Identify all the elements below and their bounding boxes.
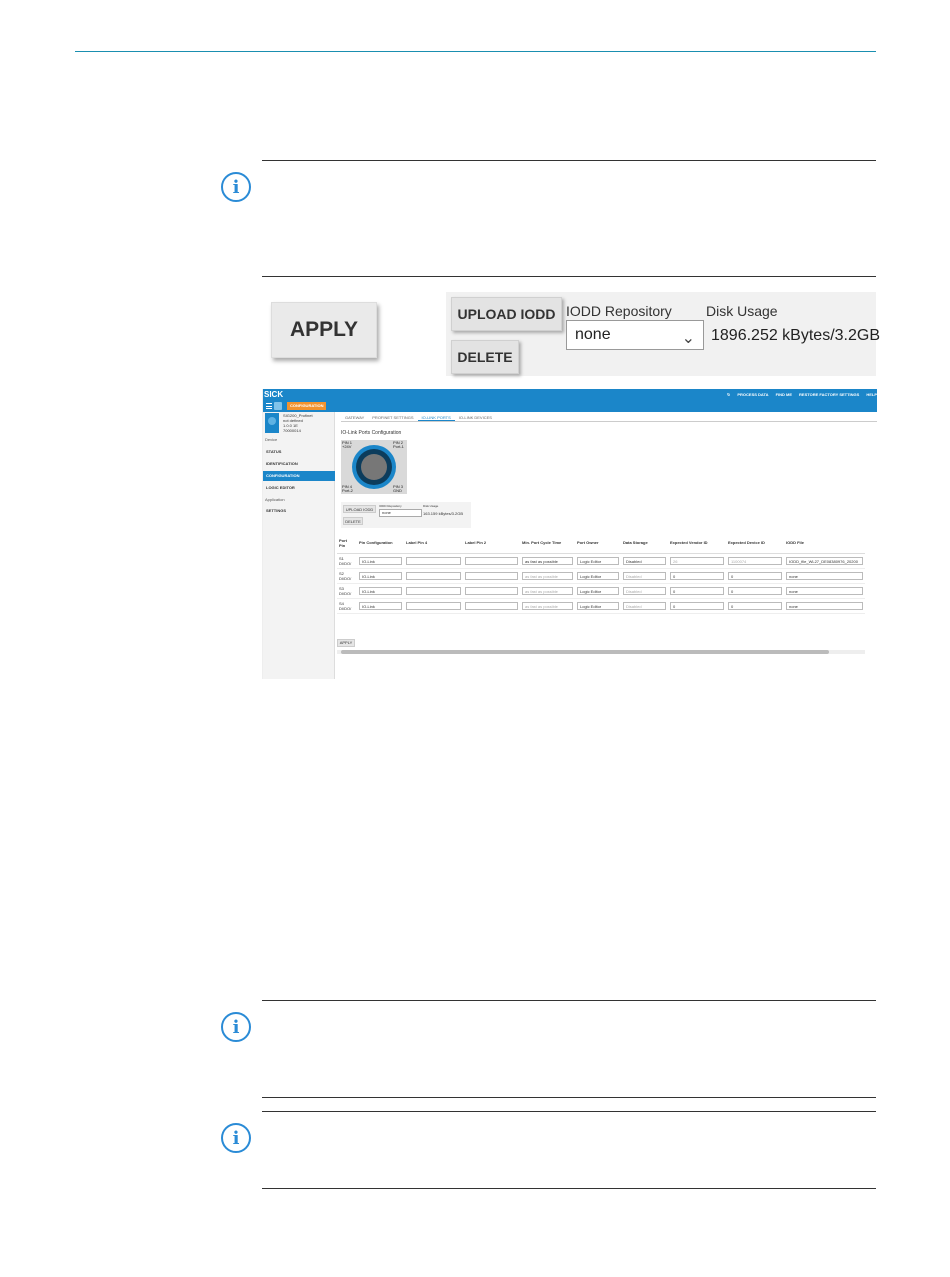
sidebar-item-status[interactable]: STATUS (266, 449, 282, 454)
device-image (265, 413, 279, 433)
note-rule-top-2 (262, 1000, 876, 1001)
tab-io-link-ports[interactable]: IO-LINK PORTS (418, 414, 455, 421)
vendor-id-input[interactable]: 0 (670, 587, 724, 595)
label-pin4-input[interactable] (406, 602, 461, 610)
info-icon: i (221, 172, 251, 202)
port-cell: S3 DI/DO/ (337, 583, 357, 598)
sick-logo: SICK (264, 390, 284, 399)
tab-io-link-devices[interactable]: IO-LINK DEVICES (458, 415, 492, 420)
label-pin4-input[interactable] (406, 572, 461, 580)
note-rule-top-3 (262, 1111, 876, 1112)
table-row (337, 598, 865, 613)
connector-diagram (341, 440, 407, 494)
tab-bar (341, 414, 877, 422)
delete-button[interactable]: DELETE (451, 340, 519, 374)
iodd-repository-label: IODD Repository (566, 303, 672, 319)
device-id-input[interactable]: 0 (728, 572, 782, 580)
table-header-row (337, 533, 865, 553)
table-row (337, 568, 865, 583)
iodd-repository-value: none (575, 326, 611, 343)
sidebar-section-application: Application (265, 497, 285, 502)
chevron-down-icon: ⌄ (681, 330, 695, 347)
disk-usage-label: Disk Usage (706, 303, 778, 319)
info-icon: i (221, 1012, 251, 1042)
data-storage-select[interactable]: Disabled (623, 587, 666, 595)
col-pin-configuration: Pin Configuration (357, 533, 404, 553)
label-pin2-input[interactable] (465, 557, 518, 565)
iodd-repository-label-small: IODD Repository (379, 504, 402, 508)
note-rule-bottom-2 (262, 1097, 876, 1098)
vendor-id-input[interactable]: 26 (670, 557, 724, 565)
port-owner-select[interactable]: Logic Editor (577, 587, 619, 595)
disk-usage-label-small: Disk Usage (423, 504, 439, 508)
breadcrumb[interactable]: CONFIGURATION (287, 402, 326, 410)
pin3-label: PIN 3 GND (393, 484, 404, 493)
pin-config-select[interactable]: IO-Link (359, 587, 402, 595)
pin2-label: PIN 2 Port-1 (393, 440, 404, 449)
iodd-file-select[interactable]: IODD_file_WL27_DE08380976_20200 (786, 557, 863, 565)
port-cell: S4 DI/DO/ (337, 598, 357, 613)
apply-button[interactable]: APPLY (271, 302, 377, 358)
cycle-time-select[interactable]: as fast as possible (522, 587, 573, 595)
sidebar-item-identification[interactable]: IDENTIFICATION (266, 461, 298, 466)
top-bar (263, 389, 877, 400)
table-row (337, 583, 865, 598)
port-owner-select[interactable]: Logic Editor (577, 602, 619, 610)
col-port-owner: Port Owner (575, 533, 621, 553)
section-title: IO-Link Ports Configuration (341, 430, 402, 436)
device-id-input[interactable]: 0 (728, 587, 782, 595)
port-cell: S1 DI/DO/ (337, 553, 357, 568)
pin-config-select[interactable]: IO-Link (359, 572, 402, 580)
device-name: SIG200_Profinet (283, 413, 313, 418)
sidebar (263, 412, 335, 679)
iodd-repository-select[interactable] (566, 320, 704, 350)
label-pin4-input[interactable] (406, 557, 461, 565)
col-iodd-file: IODD File (784, 533, 865, 553)
device-serial: 70000014 (283, 428, 301, 433)
sidebar-section-device: Device (265, 437, 278, 442)
device-info (283, 413, 313, 433)
horizontal-scrollbar[interactable] (337, 650, 865, 654)
menu-icon[interactable] (266, 403, 272, 409)
tab-gateway[interactable]: GATEWAY (345, 415, 365, 420)
device-id-input[interactable]: 0 (728, 602, 782, 610)
toolbar-restore-factory[interactable]: RESTORE FACTORY SETTINGS (799, 392, 860, 397)
label-pin2-input[interactable] (465, 572, 518, 580)
pin4-label: PIN 4 Port-2 (342, 484, 353, 493)
sidebar-item-configuration[interactable]: CONFIGURATION (263, 471, 335, 481)
note-rule-bottom-3 (262, 1188, 876, 1189)
iodd-file-select[interactable]: none (786, 587, 863, 595)
vendor-id-input[interactable]: 0 (670, 572, 724, 580)
info-icon: i (221, 1123, 251, 1153)
label-pin2-input[interactable] (465, 587, 518, 595)
cycle-time-select[interactable]: as fast as possible (522, 602, 573, 610)
note-rule-top-1 (262, 160, 876, 161)
col-label-pin4: Label Pin 4 (404, 533, 463, 553)
cycle-time-select[interactable]: as fast as possible (522, 557, 573, 565)
pin-config-select[interactable]: IO-Link (359, 602, 402, 610)
device-location: not defined (283, 418, 303, 423)
home-icon[interactable] (274, 402, 282, 410)
data-storage-select[interactable]: Disabled (623, 602, 666, 610)
vendor-id-input[interactable]: 0 (670, 602, 724, 610)
iodd-controls (341, 502, 471, 528)
iodd-repository-select-small[interactable] (379, 509, 422, 517)
tab-profinet-settings[interactable]: PROFINET SETTINGS (372, 415, 414, 420)
device-version: 1.0.0 1E (283, 423, 298, 428)
scrollbar-thumb[interactable] (341, 650, 829, 654)
col-label-pin2: Label Pin 2 (463, 533, 520, 553)
device-id-input[interactable]: 1100074 (728, 557, 782, 565)
pin-config-select[interactable]: IO-Link (359, 557, 402, 565)
col-data-storage: Data Storage (621, 533, 668, 553)
main-content (337, 412, 877, 679)
disk-usage-value: 1896.252 kBytes/3.2GB (711, 327, 880, 344)
upload-iodd-button-small[interactable]: UPLOAD IODD (343, 505, 376, 513)
upload-iodd-button[interactable]: UPLOAD IODD (451, 297, 562, 331)
sidebar-item-settings[interactable]: SETTINGS (266, 508, 287, 513)
port-cell: S2 DI/DO/ (337, 568, 357, 583)
ports-table (337, 533, 865, 614)
delete-button-small[interactable]: DELETE (343, 517, 363, 525)
port-owner-select[interactable]: Logic Editor (577, 557, 619, 565)
toolbar-find-me[interactable]: FIND ME (775, 392, 793, 397)
iodd-repository-value-small: none (382, 510, 391, 515)
toolbar-process-data[interactable]: PROCESS DATA (737, 392, 769, 397)
data-storage-select[interactable]: Disabled (623, 572, 666, 580)
apply-button-small[interactable]: APPLY (337, 639, 355, 647)
cycle-time-select[interactable]: as fast as possible (522, 572, 573, 580)
col-expected-device-id: Expected Device ID (726, 533, 784, 553)
label-pin2-input[interactable] (465, 602, 518, 610)
col-port-pin: Port Pin (337, 533, 357, 553)
port-owner-select[interactable]: Logic Editor (577, 572, 619, 580)
connector-pins (361, 454, 387, 480)
toolbar-help[interactable]: HELP (866, 392, 877, 397)
pin1-label: PIN 1 +24V (342, 440, 353, 449)
col-expected-vendor-id: Expected Vendor ID (668, 533, 726, 553)
header-rule (75, 51, 876, 52)
sidebar-item-logic-editor[interactable]: LOGIC EDITOR (266, 485, 295, 490)
sub-bar (263, 400, 877, 412)
web-ui-screenshot (262, 389, 877, 679)
col-min-cycle-time: Min. Port Cycle Time (520, 533, 575, 553)
iodd-file-select[interactable]: none (786, 602, 863, 610)
disk-usage-value-small: 163.159 kBytes/3.2GB (423, 511, 464, 516)
data-storage-select[interactable]: Disabled (623, 557, 666, 565)
table-row (337, 553, 865, 568)
iodd-file-select[interactable]: none (786, 572, 863, 580)
label-pin4-input[interactable] (406, 587, 461, 595)
note-rule-bottom-1 (262, 276, 876, 277)
refresh-icon[interactable]: ↻ (727, 392, 731, 397)
